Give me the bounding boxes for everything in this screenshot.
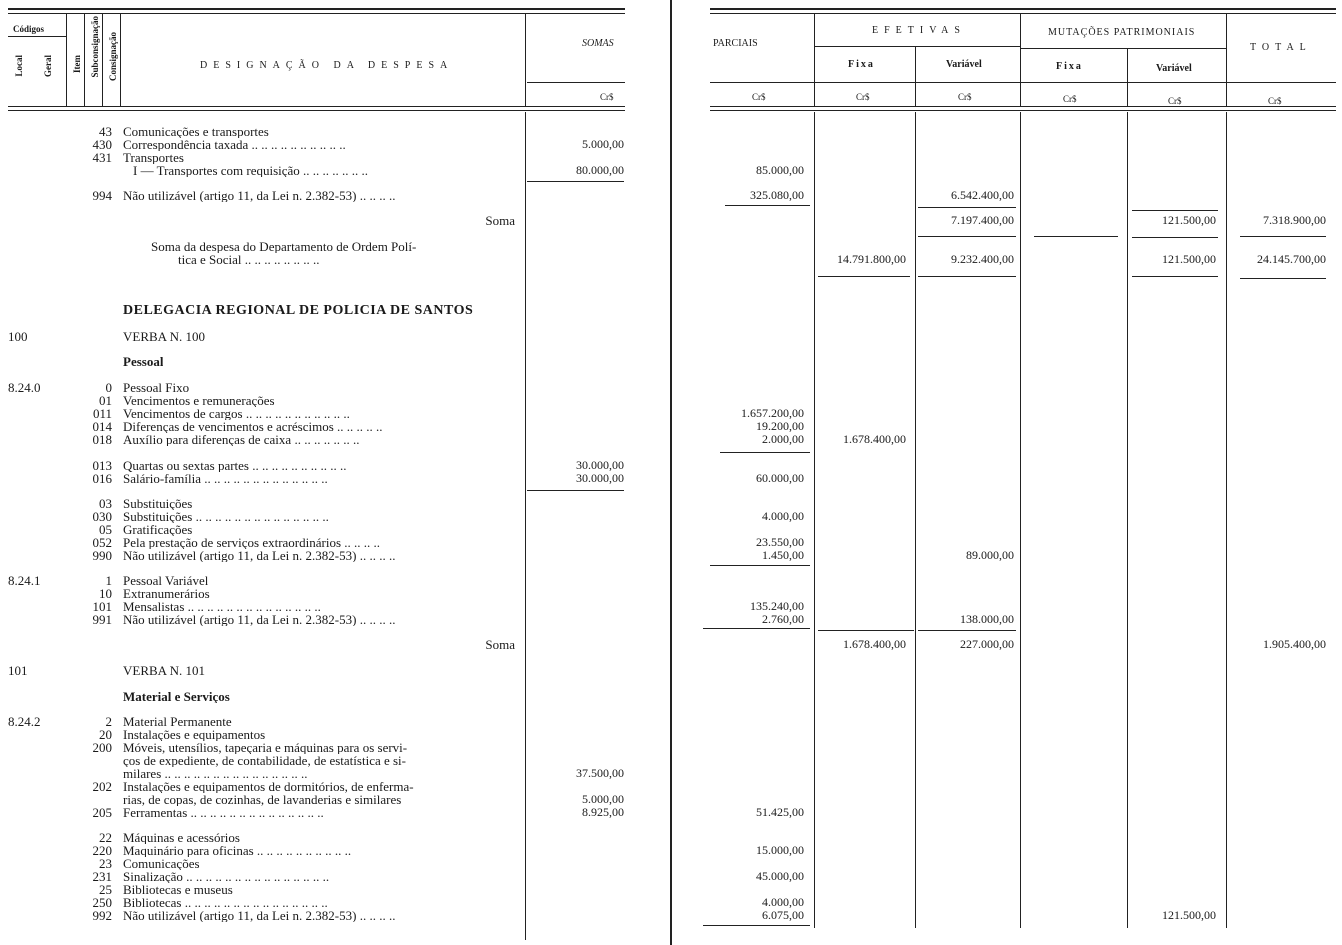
column-rule [1226,112,1227,928]
header-col-divider [814,14,815,106]
ef-var-currency: Cr$ [958,92,972,102]
efetivas-fixa-value: 1.678.400,00 [843,432,906,446]
col-subconsignacao-label: Subconsignação [90,16,100,78]
parciais-value: 19.200,00 [756,419,804,433]
row-description: Comunicações [123,857,200,870]
summary-rule [918,207,1016,208]
summary-rule [527,181,624,182]
row-description: milares .. .. .. .. .. .. .. .. .. .. .. .. .. .. .. [123,767,308,780]
column-rule [915,112,916,928]
efetivas-variavel-value: 89.000,00 [966,548,1014,562]
parciais-value: 1.657.200,00 [741,406,804,420]
mutacoes-underline [1020,48,1226,49]
row-code: 016 [92,471,112,486]
header-col-divider [84,14,85,106]
somas-value: 30.000,00 [576,458,624,472]
page-gutter [670,0,672,945]
efetivas-variavel-value: 6.542.400,00 [951,188,1014,202]
header-col-divider [1127,48,1128,106]
row-description: VERBA N. 101 [123,664,205,677]
left-header-bottom-rule [8,106,625,107]
row-description: Vencimentos e remunerações [123,394,275,407]
parciais-value: 2.760,00 [762,612,804,626]
somas-underline [527,82,625,83]
parciais-value: 15.000,00 [756,843,804,857]
row-description: Substituições [123,497,193,510]
mutacoes-fixa-label: Fixa [1056,61,1083,72]
header-col-divider [102,14,103,106]
efetivas-underline [814,46,1020,47]
summary-rule [818,276,910,277]
row-description: VERBA N. 100 [123,330,205,343]
total-value: 1.905.400,00 [1263,637,1326,651]
right-header-top-rule [710,8,1336,10]
col-item-label: Item [72,55,82,73]
row-code: 052 [92,535,112,550]
row-code: 992 [92,908,112,923]
column-rule [814,112,815,928]
row-code: 013 [92,458,112,473]
somas-value: 8.925,00 [582,805,624,819]
row-code-local: 100 [8,329,28,344]
header-col-divider [525,14,526,106]
row-description: Não utilizável (artigo 11, da Lei n. 2.382-53) .. .. .. .. [123,613,396,626]
col-local-label: Local [14,55,24,77]
row-description: Móveis, utensílios, tapeçaria e máquinas para os servi- [123,741,408,754]
summary-rule [918,276,1016,277]
total-value: 7.318.900,00 [1263,213,1326,227]
efetivas-fixa-value: 1.678.400,00 [843,637,906,651]
summary-rule [710,565,810,566]
row-description: Pessoal Variável [123,574,209,587]
parciais-value: 2.000,00 [762,432,804,446]
row-description: Máquinas e acessórios [123,831,240,844]
mut-var-currency: Cr$ [1168,96,1182,106]
somas-value: 37.500,00 [576,766,624,780]
row-code: 431 [92,150,112,165]
row-code: 23 [99,856,112,871]
row-description: Soma [485,637,515,652]
col-consignacao-label: Consignação [108,32,118,82]
summary-rule [1240,278,1326,279]
left-header-top-rule [8,8,625,10]
row-description: Material e Serviços [123,690,230,703]
summary-rule [527,490,624,491]
header-col-divider [915,46,916,106]
somas-currency: Cr$ [600,92,614,102]
codigos-underline [8,36,66,37]
efetivas-variavel-label: Variável [946,59,982,70]
designacao-label: DESIGNAÇÃO DA DESPESA [200,60,454,71]
row-description: Extranumerários [123,587,210,600]
row-code: 202 [92,779,112,794]
row-description: Correspondência taxada .. .. .. .. .. .. .. .. .. .. [123,138,346,151]
summary-rule [1132,210,1218,211]
row-code: 991 [92,612,112,627]
left-header-top-rule-thin [8,13,625,14]
row-code: 2 [105,714,112,729]
parciais-value: 85.000,00 [756,163,804,177]
row-code: 25 [99,882,112,897]
header-col-divider [1226,14,1227,106]
row-code: 05 [99,522,112,537]
parciais-value: 4.000,00 [762,509,804,523]
summary-rule [918,236,1016,237]
row-code: 030 [92,509,112,524]
row-code: 430 [92,137,112,152]
row-code: 03 [99,496,112,511]
row-description: Comunicações e transportes [123,125,269,138]
row-code: 990 [92,548,112,563]
total-label: TOTAL [1250,42,1312,53]
somas-value: 5.000,00 [582,792,624,806]
row-code: 10 [99,586,112,601]
row-description: Maquinário para oficinas .. .. .. .. .. .. .. .. .. .. [123,844,352,857]
row-description: Pela prestação de serviços extraordinários .. .. .. .. [123,536,381,549]
row-description: Quartas ou sextas partes .. .. .. .. .. .. .. .. .. .. [123,459,347,472]
row-description: Diferenças de vencimentos e acréscimos .. .. .. .. .. [123,420,383,433]
row-description: ços de expediente, de contabilidade, de estatística e si- [123,754,406,767]
summary-rule [1132,237,1218,238]
row-description: Substituições .. .. .. .. .. .. .. .. .. .. .. .. .. .. [123,510,329,523]
row-description: DELEGACIA REGIONAL DE POLÍCIA DE SANTOS [123,304,474,317]
row-description: Ferramentas .. .. .. .. .. .. .. .. .. .. .. .. .. .. [123,806,324,819]
header-col-divider [1020,14,1021,106]
parciais-value: 45.000,00 [756,869,804,883]
efetivas-variavel-value: 7.197.400,00 [951,213,1014,227]
efetivas-variavel-value: 138.000,00 [960,612,1014,626]
row-code-local: 8.24.0 [8,380,41,395]
parciais-value: 23.550,00 [756,535,804,549]
summary-rule [703,925,810,926]
mutacoes-label: MUTAÇÕES PATRIMONIAIS [1048,27,1196,38]
parciais-value: 6.075,00 [762,908,804,922]
summary-rule [1132,276,1218,277]
right-header-bottom-rule [710,106,1336,107]
summary-rule [720,452,810,453]
row-code: 01 [99,393,112,408]
row-code-local: 8.24.1 [8,573,41,588]
codigos-label: Códigos [13,24,45,34]
parciais-label: PARCIAIS [713,38,758,49]
row-description: Não utilizável (artigo 11, da Lei n. 2.382-53) .. .. .. .. [123,549,396,562]
row-code: 231 [92,869,112,884]
row-code: 018 [92,432,112,447]
summary-rule [1240,236,1326,237]
parciais-value: 4.000,00 [762,895,804,909]
left-header-bottom-rule-2 [8,110,625,111]
somas-value: 30.000,00 [576,471,624,485]
col-geral-label: Geral [43,55,53,77]
row-code: 250 [92,895,112,910]
header-col-divider [66,14,67,106]
column-rule [1020,112,1021,928]
efetivas-variavel-value: 227.000,00 [960,637,1014,651]
column-rule [1127,112,1128,928]
mutacoes-variavel-label: Variável [1156,63,1192,74]
row-description: Não utilizável (artigo 11, da Lei n. 2.382-53) .. .. .. .. [123,909,396,922]
row-code: 0 [105,380,112,395]
parciais-value: 1.450,00 [762,548,804,562]
mut-fixa-currency: Cr$ [1063,94,1077,104]
row-code-local: 101 [8,663,28,678]
row-code: 101 [92,599,112,614]
somas-label: SOMAS [582,38,614,49]
somas-column-rule [525,112,526,940]
row-code: 994 [92,188,112,203]
mutacoes-variavel-value: 121.500,00 [1162,213,1216,227]
row-description: rias, de copas, de cozinhas, de lavanderias e similares [123,793,402,806]
efetivas-variavel-value: 9.232.400,00 [951,252,1014,266]
parciais-value: 135.240,00 [750,599,804,613]
row-description: Auxílio para diferenças de caixa .. .. .. .. .. .. .. [123,433,360,446]
row-description: Sinalização .. .. .. .. .. .. .. .. .. .. .. .. .. .. .. [123,870,330,883]
parciais-currency: Cr$ [752,92,766,102]
row-description: Instalações e equipamentos [123,728,266,741]
row-description: Material Permanente [123,715,232,728]
row-description: Soma da despesa do Departamento de Ordem Polí- [151,240,417,253]
row-code: 014 [92,419,112,434]
header-col-divider [120,14,121,106]
row-code: 220 [92,843,112,858]
row-description: Mensalistas .. .. .. .. .. .. .. .. .. .. .. .. .. .. [123,600,321,613]
row-description: Pessoal Fixo [123,381,190,394]
row-code: 1 [105,573,112,588]
row-description: I — Transportes com requisição .. .. .. .. .. .. .. [133,164,369,177]
mutacoes-variavel-value: 121.500,00 [1162,908,1216,922]
somas-value: 5.000,00 [582,137,624,151]
row-description: tica e Social .. .. .. .. .. .. .. .. [178,253,320,266]
row-description: Salário-família .. .. .. .. .. .. .. .. .. .. .. .. .. [123,472,328,485]
somas-value: 80.000,00 [576,163,624,177]
total-value: 24.145.700,00 [1257,252,1326,266]
summary-rule [818,630,914,631]
row-description: Não utilizável (artigo 11, da Lei n. 2.382-53) .. .. .. .. [123,189,396,202]
row-description: Soma [485,213,515,228]
row-code: 011 [92,406,112,421]
row-description: Gratificações [123,523,193,536]
parciais-value: 60.000,00 [756,471,804,485]
row-description: Instalações e equipamentos de dormitórios, de enferma- [123,780,414,793]
row-description: Bibliotecas e museus [123,883,233,896]
row-description: Vencimentos de cargos .. .. .. .. .. .. .. .. .. .. .. [123,407,350,420]
summary-rule [918,630,1016,631]
summary-rule [725,205,810,206]
ef-fixa-currency: Cr$ [856,92,870,102]
row-description: Pessoal [123,355,164,368]
efetivas-fixa-label: Fixa [848,59,875,70]
row-description: Transportes [123,151,184,164]
right-header-top-rule-thin [710,13,1336,14]
efetivas-label: EFETIVAS [872,25,966,36]
row-code-local: 8.24.2 [8,714,41,729]
summary-rule [703,628,810,629]
total-currency: Cr$ [1268,96,1282,106]
currency-row-rule [710,82,1336,83]
efetivas-fixa-value: 14.791.800,00 [837,252,906,266]
row-description: Bibliotecas .. .. .. .. .. .. .. .. .. .. .. .. .. .. .. [123,896,328,909]
right-header-bottom-rule-2 [710,110,1336,111]
row-code: 43 [99,124,112,139]
mutacoes-variavel-value: 121.500,00 [1162,252,1216,266]
parciais-value: 325.080,00 [750,188,804,202]
row-code: 205 [92,805,112,820]
parciais-value: 51.425,00 [756,805,804,819]
row-code: 200 [92,740,112,755]
row-code: 22 [99,830,112,845]
summary-rule [1034,236,1118,237]
row-code: 20 [99,727,112,742]
